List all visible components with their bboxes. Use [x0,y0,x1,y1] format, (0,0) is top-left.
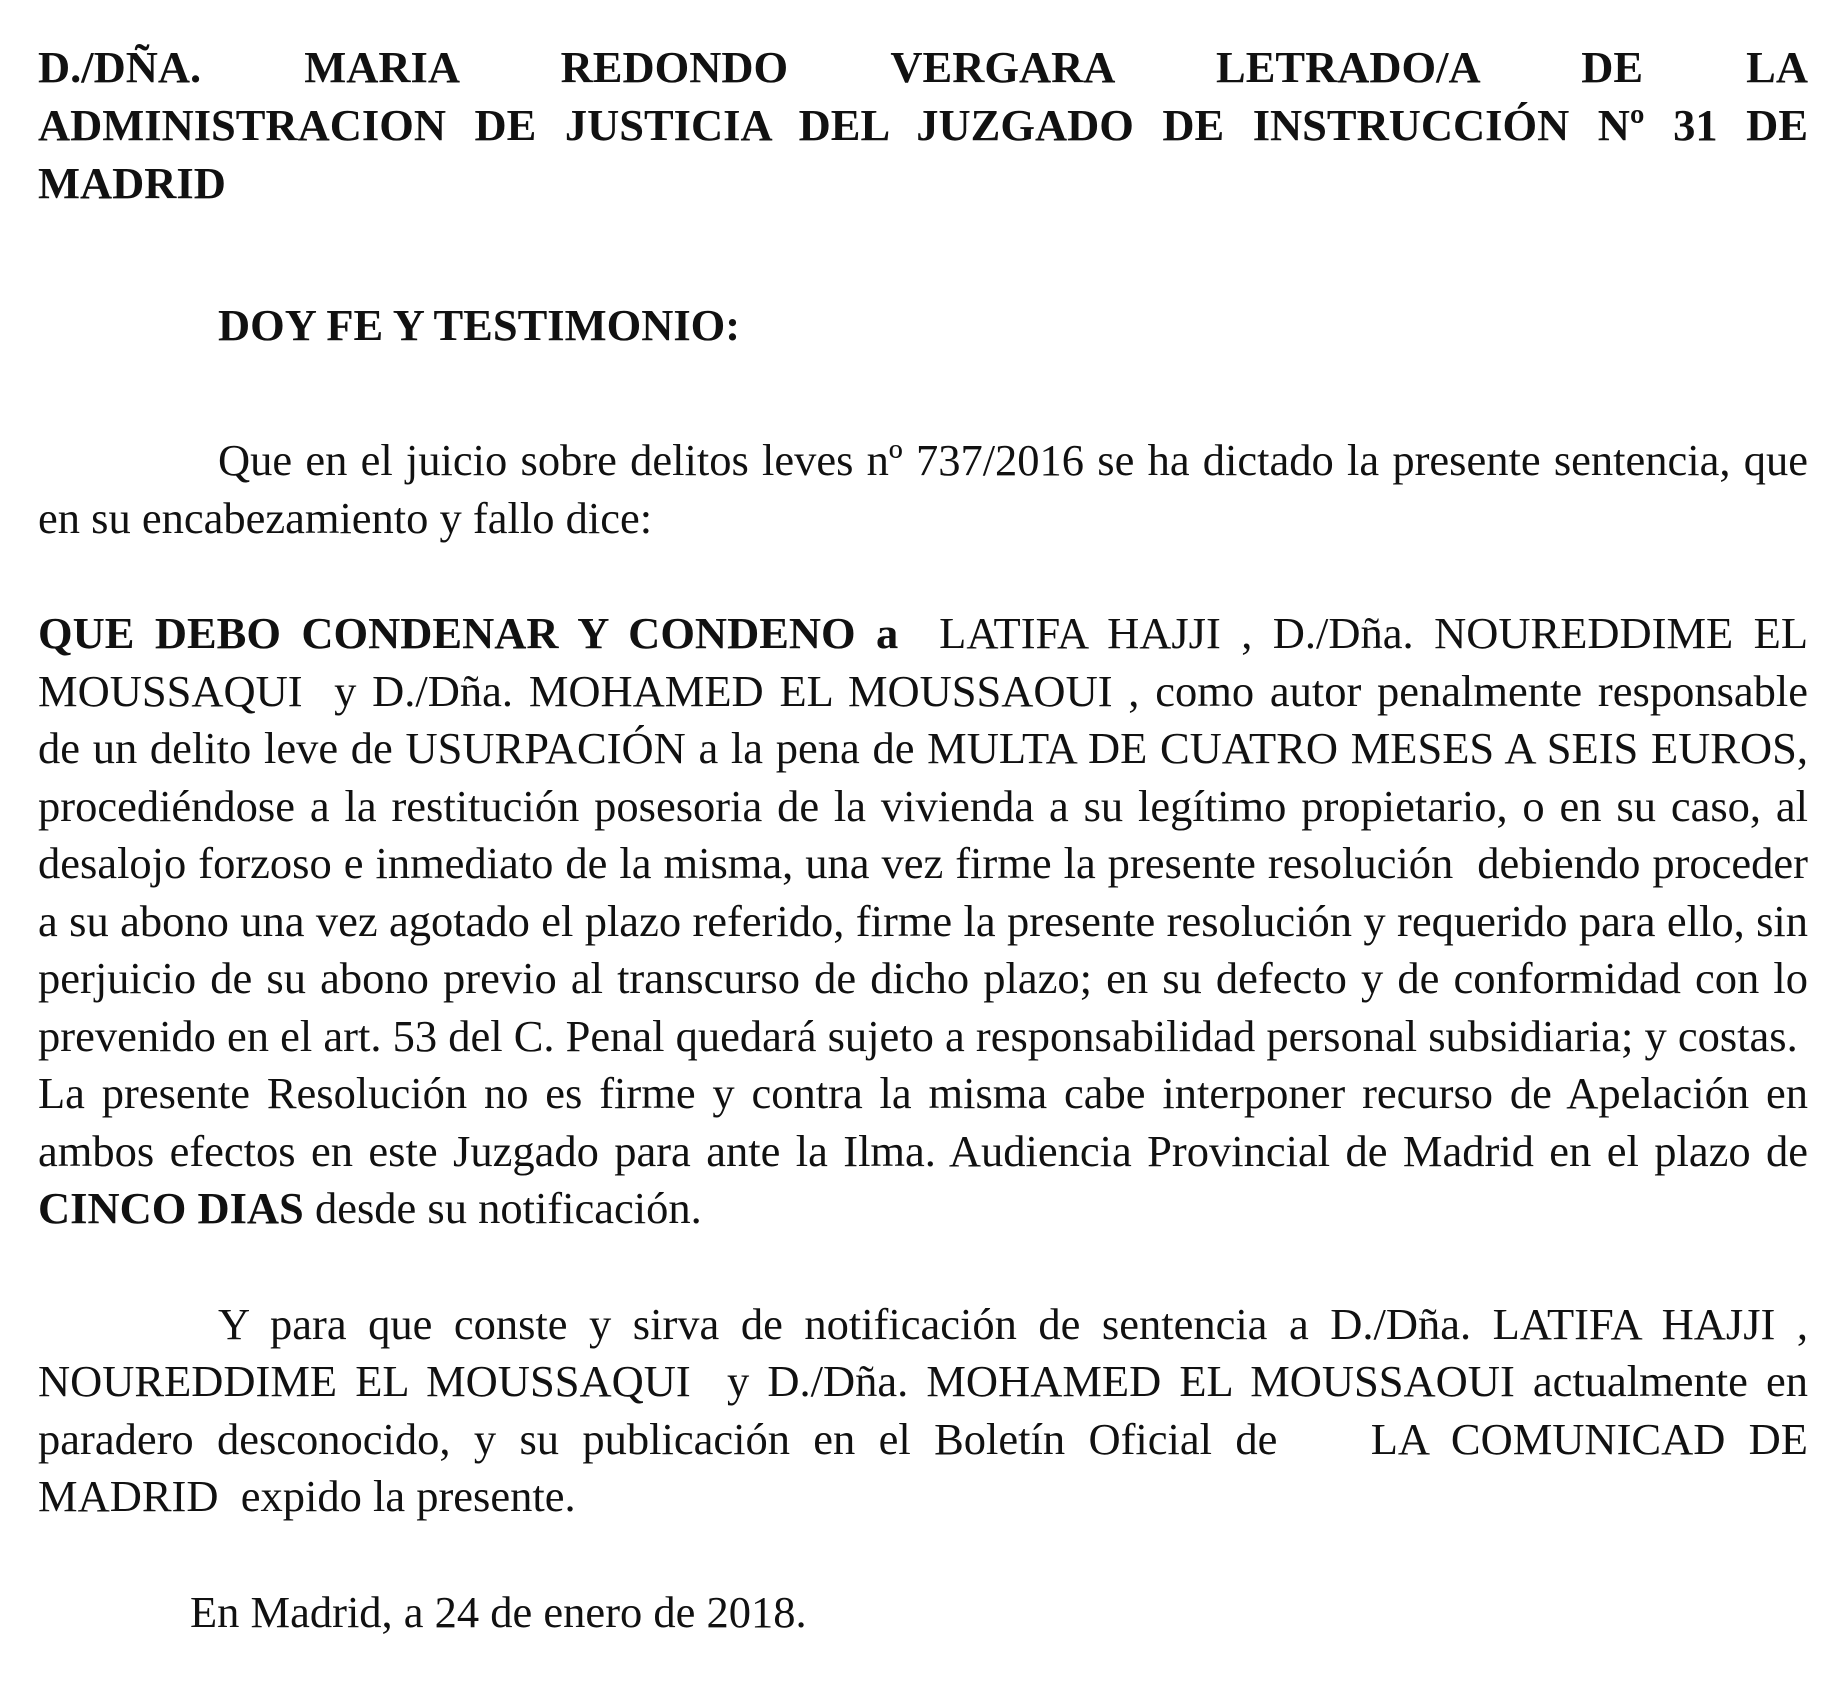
fallo-text: LATIFA HAJJI , D./Dña. NOUREDDIME EL MOUSSAQUI y D./Dña. MOHAMED EL MOUSSAOUI , como autor penalmente responsable de un delito leve de USURPACIÓN a la pena de MULTA DE CUATRO MESES A SEIS EUROS, procediéndose a la restitución posesoria de la vivienda a su legítimo propietario, o en su caso, al desalojo forzoso e inmediato de la misma, una vez firme la presente resolución debiendo proceder a su abono una vez agotado el plazo referido, firme la presente resolución y requerido para ello, sin perjuicio de su abono previo al transcurso de dicho plazo; en su defecto y de conformidad con lo prevenido en el art. 53 del C. Penal quedará sujeto a responsabilidad personal subsidiaria; y costas. [38,608,1820,1061]
document-header [38,38,1808,212]
fallo-paragraph [38,605,1820,1065]
recurso-text-before: La presente Resolución no es firme y contra la misma cabe interponer recurso de Apelación en ambos efectos en este Juzgado para ante la Ilma. Audiencia Provincial de Madrid en el plazo de [38,1068,1808,1176]
recurso-text-after: desde su notificación. [303,1183,702,1233]
document-page [38,38,1820,1641]
intro-paragraph: Que en el juicio sobre delitos leves nº 737/2016 se ha dictado la presente sentencia, que en su encabezamiento y fallo dice: [38,435,1808,543]
date-line: En Madrid, a 24 de enero de 2018. [190,1586,807,1637]
doy-fe-heading: DOY FE Y TESTIMONIO: [218,300,741,350]
recurso-bold-text: CINCO DIAS [38,1183,304,1233]
header-line-rest: ADMINISTRACION DE JUSTICIA DEL JUZGADO DE INSTRUCCIÓN Nº 31 DE MADRID [38,100,1808,208]
fallo-bold-text: QUE DEBO CONDENAR Y CONDENO a [38,608,899,658]
recurso-paragraph [38,1065,1808,1238]
header-line-1: D./DÑA. MARIA REDONDO VERGARA LETRADO/A DE LA [38,42,1808,92]
conste-paragraph: Y para que conste y sirva de notificación de sentencia a D./Dña. LATIFA HAJJI , NOUREDDIME EL MOUSSAQUI y D./Dña. MOHAMED EL MOUSSAOUI actualmente en paradero desconocido, y su publicación en el Boletín Oficial de LA COMUNICAD DE MADRID expido la presente. [38,1298,1820,1521]
